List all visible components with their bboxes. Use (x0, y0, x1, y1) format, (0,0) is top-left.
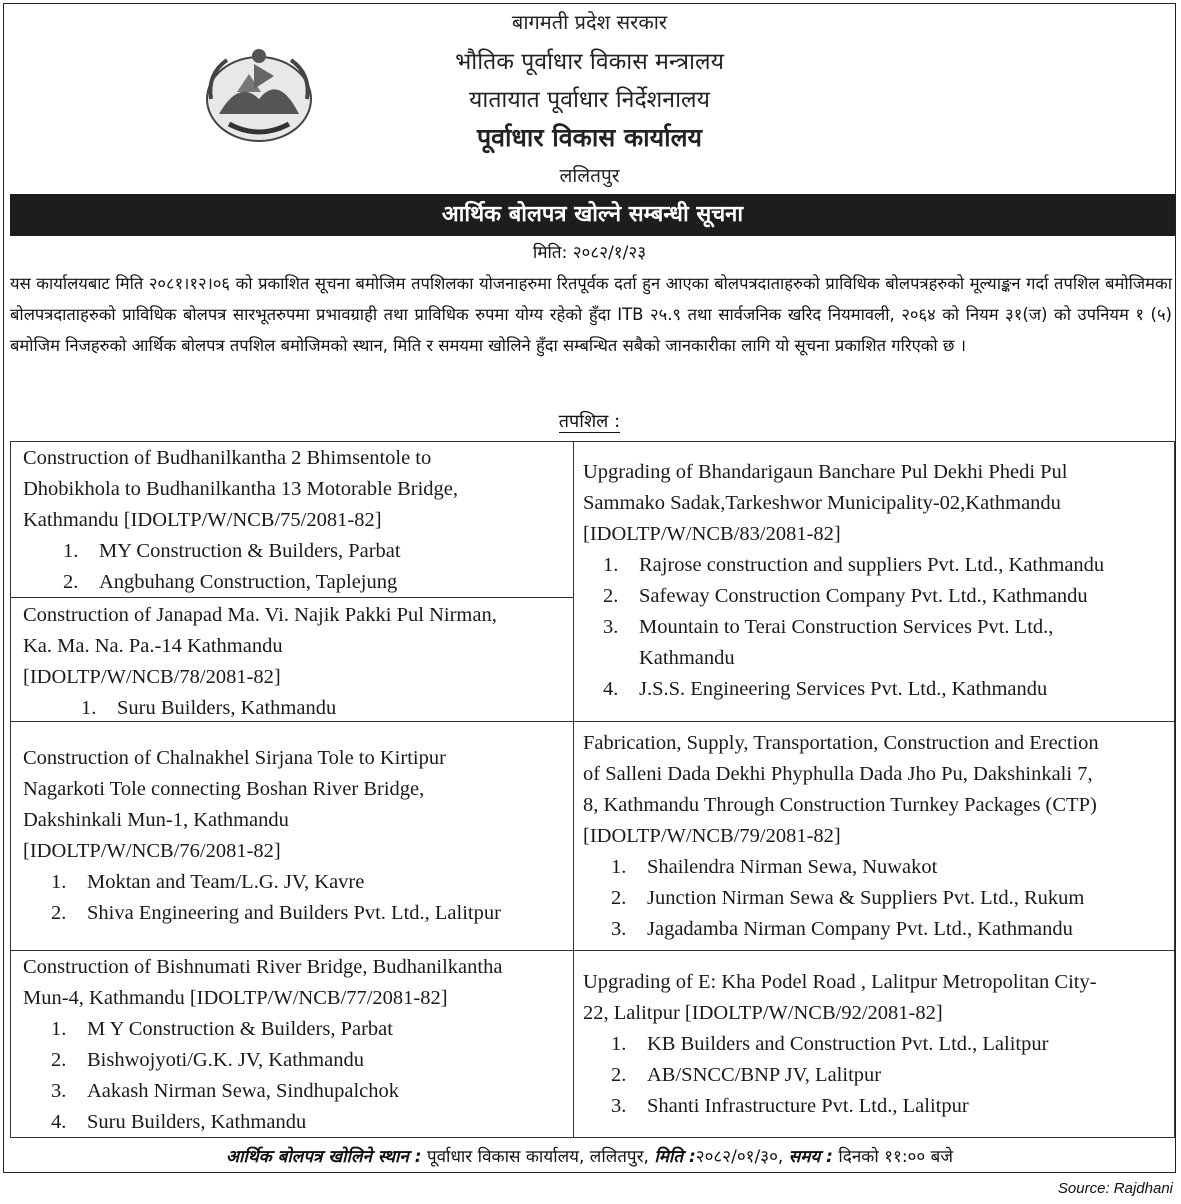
bidder-name: Moktan and Team/L.G. JV, Kavre (87, 871, 365, 893)
bidder-number: 2. (51, 902, 67, 924)
project-title-line: Kathmandu [IDOLTP/W/NCB/75/2081-82] (23, 509, 382, 531)
project-lines (23, 443, 563, 536)
bidder-item (583, 1029, 1168, 1060)
bidder-item (583, 612, 1168, 643)
bidder-item (583, 914, 1168, 945)
notice-date: मिति: २०८२/१/२३ (532, 243, 647, 263)
project-title-line: Construction of Budhanilkantha 2 Bhimsentole to (23, 447, 432, 469)
bidder-number: 2. (611, 1064, 627, 1086)
project-cell (583, 457, 1168, 705)
bidder-item (23, 536, 563, 567)
source-credit: Source: Rajdhani (1057, 1180, 1173, 1197)
bidder-name: Aakash Nirman Sewa, Sindhupalchok (87, 1080, 399, 1102)
bidder-name: Angbuhang Construction, Taplejung (99, 571, 398, 593)
project-cell (23, 443, 563, 598)
opening-details (4, 1144, 1175, 1167)
header-line-2: भौतिक पूर्वाधार विकास मन्त्रालय (455, 49, 724, 75)
bidder-name: Kathmandu (639, 647, 735, 669)
bidder-list (583, 1029, 1168, 1122)
bidder-number: 3. (51, 1080, 67, 1102)
project-cell (583, 967, 1168, 1122)
bidder-name: Mountain to Terai Construction Services Pvt. Ltd., (639, 616, 1054, 638)
bidder-name: AB/SNCC/BNP JV, Lalitpur (647, 1064, 882, 1086)
project-cell (23, 743, 563, 929)
bidder-name: Suru Builders, Kathmandu (117, 697, 337, 719)
bidder-item (583, 643, 1168, 674)
project-title-line: [IDOLTP/W/NCB/83/2081-82] (583, 523, 841, 545)
bidder-item (23, 693, 563, 724)
bidder-item (583, 883, 1168, 914)
bidder-number: 1. (611, 1033, 627, 1055)
bidder-name: Shailendra Nirman Sewa, Nuwakot (647, 856, 938, 878)
bidder-number: 1. (51, 1018, 67, 1040)
bidder-list (583, 550, 1168, 705)
project-title-line: Construction of Janapad Ma. Vi. Najik Pakki Pul Nirman, (23, 604, 497, 626)
project-title-line: Construction of Bishnumati River Bridge, Budhanilkantha (23, 956, 503, 978)
bidder-list (23, 867, 563, 929)
project-cell (583, 728, 1168, 945)
bidder-item (583, 674, 1168, 705)
bidder-item (23, 1107, 563, 1138)
bidder-name: Safeway Construction Company Pvt. Ltd., Kathmandu (639, 585, 1088, 607)
project-lines (583, 457, 1168, 550)
bidder-item (583, 1091, 1168, 1122)
row-divider (573, 950, 1174, 951)
project-title-line: of Salleni Dada Dekhi Phyphulla Dada Jho Pu, Dakshinkali 7, (583, 763, 1093, 785)
bidder-item (23, 567, 563, 598)
bidder-item (23, 1045, 563, 1076)
project-cell (23, 952, 563, 1138)
bidder-list (23, 1014, 563, 1138)
bidder-number: 1. (51, 871, 67, 893)
project-lines (23, 743, 563, 867)
bidder-item (583, 1060, 1168, 1091)
bidder-number: 2. (603, 585, 619, 607)
date-value: २०८२/०१/३०, (695, 1147, 784, 1167)
projects-table (10, 441, 1175, 1138)
bidder-number: 1. (603, 554, 619, 576)
bidder-number: 1. (63, 540, 79, 562)
date-label: मिति : (654, 1147, 696, 1167)
place-value: पूर्वाधार विकास कार्यालय, ललितपुर, (426, 1147, 649, 1167)
notice-header (4, 4, 1175, 192)
bidder-number: 1. (81, 697, 97, 719)
bidder-list (23, 536, 563, 598)
project-cell (23, 600, 563, 724)
row-divider (11, 950, 573, 951)
bidder-item (583, 581, 1168, 612)
bidder-name: M Y Construction & Builders, Parbat (87, 1018, 393, 1040)
bidder-number: 3. (611, 918, 627, 940)
project-title-line: [IDOLTP/W/NCB/78/2081-82] (23, 666, 281, 688)
time-label: समय : (788, 1147, 833, 1167)
project-title-line: Sammako Sadak,Tarkeshwor Municipality-02,Kathmandu (583, 492, 1061, 514)
bidder-number: 3. (611, 1095, 627, 1117)
header-line-3: यातायात पूर्वाधार निर्देशनालय (469, 87, 710, 113)
office-name: पूर्वाधार विकास कार्यालय (476, 123, 703, 152)
project-title-line: Dakshinkali Mun-1, Kathmandu (23, 809, 289, 831)
bidder-number: 4. (603, 678, 619, 700)
bidder-item (23, 867, 563, 898)
bidder-name: KB Builders and Construction Pvt. Ltd., Lalitpur (647, 1033, 1049, 1055)
bidder-number: 4. (51, 1111, 67, 1133)
project-lines (583, 728, 1168, 852)
project-title-line: [IDOLTP/W/NCB/76/2081-82] (23, 840, 281, 862)
bidder-number: 2. (63, 571, 79, 593)
project-title-line: Fabrication, Supply, Transportation, Construction and Erection (583, 732, 1099, 754)
details-heading-label: तपशिल : (558, 411, 621, 432)
bidder-item (23, 1014, 563, 1045)
bidder-name: Shiva Engineering and Builders Pvt. Ltd., Lalitpur (87, 902, 501, 924)
details-heading (4, 409, 1175, 433)
bidder-name: Jagadamba Nirman Company Pvt. Ltd., Kathmandu (647, 918, 1073, 940)
project-lines (23, 600, 563, 693)
bidder-name: Bishwojyoti/G.K. JV, Kathmandu (87, 1049, 364, 1071)
office-location: ललितपुर (559, 165, 620, 187)
place-label: आर्थिक बोलपत्र खोलिने स्थान : (226, 1147, 422, 1167)
bidder-item (583, 550, 1168, 581)
bidder-number: 1. (611, 856, 627, 878)
header-line-1: बागमती प्रदेश सरकार (511, 10, 668, 34)
project-title-line: 8, Kathmandu Through Construction Turnkey Packages (CTP) (583, 794, 1097, 816)
bidder-number: 2. (51, 1049, 67, 1071)
project-lines (23, 952, 563, 1014)
project-title-line: 22, Lalitpur [IDOLTP/W/NCB/92/2081-82] (583, 1002, 943, 1024)
bidder-name: MY Construction & Builders, Parbat (99, 540, 401, 562)
bidder-number: 2. (611, 887, 627, 909)
project-title-line: Ka. Ma. Na. Pa.-14 Kathmandu (23, 635, 283, 657)
bidder-list (23, 693, 563, 724)
notice-title: आर्थिक बोलपत्र खोल्ने सम्बन्धी सूचना (10, 194, 1175, 236)
intro-paragraph: यस कार्यालयबाट मिति २०८१।१२।०६ को प्रकाशित सूचना बमोजिम तपशिलका योजनाहरुमा रितपूर्वक दर्ता हुन आएका बोलपत्रदाताहरुको प्राविधिक बोलपत्रहरुको मूल्याङ्कन गर्दा तपशिल बमोजिमका बोलपत्रदाताहरुको प्राविधिक बोलपत्र सारभूतरुपमा प्रभावग्राही तथा प्राविधिक रुपमा योग्य रहेको हुँदा ITB २५.९ तथा सार्वजनिक खरिद नियमावली, २०६४ को नियम ३१(ज) को उपनियम १ (५) बमोजिम निजहरुको आर्थिक बोलपत्र तपशिल बमोजिमको स्थान, मिति र समयमा खोलिने हुँदा सम्बन्धित सबैको जानकारीका लागि यो सूचना प्रकाशित गरिएको छ । (10, 274, 1172, 355)
bidder-item (23, 1076, 563, 1107)
notice-frame (3, 3, 1176, 1173)
project-title-line: Nagarkoti Tole connecting Boshan River Bridge, (23, 778, 425, 800)
bidder-item (23, 898, 563, 929)
bidder-number: 3. (603, 616, 619, 638)
bidder-item (583, 852, 1168, 883)
project-title-line: [IDOLTP/W/NCB/79/2081-82] (583, 825, 841, 847)
project-title-line: Upgrading of Bhandarigaun Banchare Pul Dekhi Phedi Pul (583, 461, 1068, 483)
bidder-list (583, 852, 1168, 945)
project-title-line: Mun-4, Kathmandu [IDOLTP/W/NCB/77/2081-82] (23, 987, 448, 1009)
project-lines (583, 967, 1168, 1029)
bidder-name: Rajrose construction and suppliers Pvt. Ltd., Kathmandu (639, 554, 1105, 576)
project-title-line: Construction of Chalnakhel Sirjana Tole to Kirtipur (23, 747, 446, 769)
bidder-name: Junction Nirman Sewa & Suppliers Pvt. Ltd., Rukum (647, 887, 1085, 909)
bidder-name: Suru Builders, Kathmandu (87, 1111, 307, 1133)
bidder-name: J.S.S. Engineering Services Pvt. Ltd., Kathmandu (639, 678, 1048, 700)
bidder-name: Shanti Infrastructure Pvt. Ltd., Lalitpur (647, 1095, 969, 1117)
time-value: दिनको ११:०० बजे (838, 1147, 953, 1167)
project-title-line: Upgrading of E: Kha Podel Road , Lalitpur Metropolitan City- (583, 971, 1097, 993)
project-title-line: Dhobikhola to Budhanilkantha 13 Motorable Bridge, (23, 478, 458, 500)
column-divider (573, 442, 574, 1137)
